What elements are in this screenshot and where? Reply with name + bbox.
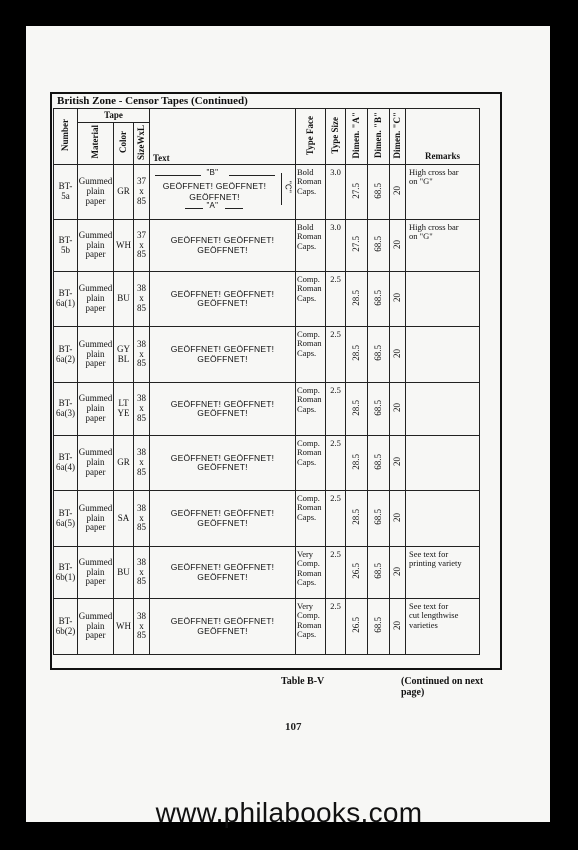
cell-color: GR bbox=[114, 436, 134, 491]
cell-type-face: Comp. Roman Caps. bbox=[296, 327, 326, 383]
dim-c-label: "C" bbox=[283, 181, 293, 194]
cell-dim-b: 68.5 bbox=[368, 272, 390, 327]
cell-number: BT- 6a(5) bbox=[54, 491, 78, 547]
tape-text-line2: GEÖFFNET! bbox=[197, 408, 248, 418]
cell-remarks bbox=[406, 272, 480, 327]
cell-remarks bbox=[406, 491, 480, 547]
tape-text-line1: GEÖFFNET! GEÖFFNET! bbox=[170, 288, 275, 299]
cell-number: BT- 6a(4) bbox=[54, 436, 78, 491]
dimension-diagram bbox=[153, 169, 293, 215]
cell-text bbox=[150, 547, 296, 599]
cell-dim-b: 68.5 bbox=[368, 599, 390, 655]
tape-text-line2: GEÖFFNET! bbox=[197, 625, 248, 636]
cell-type-face: Comp. Roman Caps. bbox=[296, 436, 326, 491]
cell-remarks bbox=[406, 383, 480, 436]
cell-text bbox=[150, 383, 296, 436]
cell-dim-a: 27.5 bbox=[346, 220, 368, 272]
cell-dim-b: 68.5 bbox=[368, 327, 390, 383]
cell-remarks: High cross bar on "G" bbox=[406, 220, 480, 272]
cell-type-size: 2.5 bbox=[326, 547, 346, 599]
caption-title: British Zone - Censor Tapes bbox=[57, 95, 189, 107]
cell-type-face: Bold Roman Caps. bbox=[296, 165, 326, 220]
cell-dim-a: 26.5 bbox=[346, 547, 368, 599]
cell-color: WH bbox=[114, 599, 134, 655]
cell-remarks: High cross bar on "G" bbox=[406, 165, 480, 220]
cell-text bbox=[150, 272, 296, 327]
header-tape: Tape bbox=[78, 109, 150, 123]
censor-tapes-table bbox=[53, 108, 480, 655]
cell-color: LT YE bbox=[114, 383, 134, 436]
cell-type-face: Comp. Roman Caps. bbox=[296, 491, 326, 547]
header-text: Text bbox=[150, 109, 296, 165]
dim-a-label: "A" bbox=[206, 201, 219, 210]
cell-number: BT- 6a(3) bbox=[54, 383, 78, 436]
tape-text-line2: GEÖFFNET! bbox=[197, 462, 248, 472]
cell-dim-b: 68.5 bbox=[368, 491, 390, 547]
table-row bbox=[54, 272, 480, 327]
cell-type-face: Comp. Roman Caps. bbox=[296, 383, 326, 436]
tape-text-line1: GEÖFFNET! GEÖFFNET! bbox=[170, 508, 275, 519]
cell-dim-a: 28.5 bbox=[346, 383, 368, 436]
cell-text bbox=[150, 436, 296, 491]
cell-material: Gummed plain paper bbox=[78, 436, 114, 491]
cell-color: SA bbox=[114, 491, 134, 547]
cell-material: Gummed plain paper bbox=[78, 220, 114, 272]
cell-dim-b: 68.5 bbox=[368, 165, 390, 220]
cell-size: 38 x 85 bbox=[134, 491, 150, 547]
cell-dim-c: 20 bbox=[390, 165, 406, 220]
table-label: Table B-V bbox=[281, 676, 325, 687]
cell-text bbox=[150, 220, 296, 272]
cell-material: Gummed plain paper bbox=[78, 165, 114, 220]
header-size: SizeWxL bbox=[134, 123, 150, 165]
tape-text-line2: GEÖFFNET! bbox=[189, 192, 240, 202]
header-dim-c: Dimen. "C" bbox=[390, 109, 406, 165]
cell-material: Gummed plain paper bbox=[78, 547, 114, 599]
table-row bbox=[54, 165, 480, 220]
cell-size: 38 x 85 bbox=[134, 547, 150, 599]
tape-text-line1: GEÖFFNET! GEÖFFNET! bbox=[170, 562, 275, 573]
table-row bbox=[54, 220, 480, 272]
cell-material: Gummed plain paper bbox=[78, 327, 114, 383]
cell-dim-b: 68.5 bbox=[368, 383, 390, 436]
cell-number: BT- 6a(1) bbox=[54, 272, 78, 327]
page-number: 107 bbox=[285, 721, 302, 733]
table-row bbox=[54, 547, 480, 599]
table-row bbox=[54, 436, 480, 491]
table-row bbox=[54, 599, 480, 655]
header-number: Number bbox=[54, 109, 78, 165]
cell-color: BU bbox=[114, 547, 134, 599]
table-footer bbox=[53, 676, 501, 698]
cell-remarks: See text for cut lengthwise varieties bbox=[406, 599, 480, 655]
tape-text-line1: GEÖFFNET! GEÖFFNET! bbox=[170, 616, 275, 627]
cell-dim-b: 68.5 bbox=[368, 547, 390, 599]
cell-number: BT- 6a(2) bbox=[54, 327, 78, 383]
cell-number: BT- 5a bbox=[54, 165, 78, 220]
cell-size: 38 x 85 bbox=[134, 383, 150, 436]
header-dim-a: Dimen. "A" bbox=[346, 109, 368, 165]
cell-color: GR bbox=[114, 165, 134, 220]
cell-dim-c: 20 bbox=[390, 599, 406, 655]
header-type-size: Type Size bbox=[326, 109, 346, 165]
cell-material: Gummed plain paper bbox=[78, 383, 114, 436]
cell-text bbox=[150, 491, 296, 547]
cell-number: BT- 5b bbox=[54, 220, 78, 272]
dim-b-label: "B" bbox=[206, 168, 219, 177]
website-watermark[interactable]: www.philabooks.com bbox=[155, 797, 423, 828]
cell-text bbox=[150, 599, 296, 655]
cell-type-face: Very Comp. Roman Caps. bbox=[296, 547, 326, 599]
cell-size: 37 x 85 bbox=[134, 220, 150, 272]
table-row bbox=[54, 327, 480, 383]
tape-text-line1: GEÖFFNET! GEÖFFNET! bbox=[170, 452, 275, 463]
cell-dim-b: 68.5 bbox=[368, 436, 390, 491]
table-row bbox=[54, 491, 480, 547]
cell-text bbox=[150, 327, 296, 383]
cell-size: 38 x 85 bbox=[134, 599, 150, 655]
cell-dim-c: 20 bbox=[390, 547, 406, 599]
tape-text-line1: GEÖFFNET! GEÖFFNET! bbox=[162, 181, 267, 191]
header-material: Material bbox=[78, 123, 114, 165]
cell-size: 38 x 85 bbox=[134, 272, 150, 327]
tape-text-line1: GEÖFFNET! GEÖFFNET! bbox=[170, 398, 275, 409]
cell-material: Gummed plain paper bbox=[78, 272, 114, 327]
cell-remarks: See text for printing variety bbox=[406, 547, 480, 599]
tape-text-line1: GEÖFFNET! GEÖFFNET! bbox=[170, 344, 275, 355]
table-row bbox=[54, 383, 480, 436]
cell-type-size: 2.5 bbox=[326, 599, 346, 655]
cell-type-size: 3.0 bbox=[326, 165, 346, 220]
cell-color: GY BL bbox=[114, 327, 134, 383]
caption-continued: (Continued) bbox=[190, 95, 248, 107]
cell-dim-c: 20 bbox=[390, 383, 406, 436]
tape-text-line2: GEÖFFNET! bbox=[197, 571, 248, 582]
cell-type-size: 2.5 bbox=[326, 383, 346, 436]
cell-material: Gummed plain paper bbox=[78, 491, 114, 547]
cell-text bbox=[150, 165, 296, 220]
cell-size: 37 x 85 bbox=[134, 165, 150, 220]
cell-type-size: 2.5 bbox=[326, 436, 346, 491]
header-remarks: Remarks bbox=[406, 109, 480, 165]
cell-number: BT- 6b(2) bbox=[54, 599, 78, 655]
cell-remarks bbox=[406, 436, 480, 491]
tape-text-line2: GEÖFFNET! bbox=[197, 298, 248, 308]
cell-dim-a: 26.5 bbox=[346, 599, 368, 655]
cell-type-size: 2.5 bbox=[326, 327, 346, 383]
tape-text-line2: GEÖFFNET! bbox=[197, 244, 248, 255]
header-type-face: Type Face bbox=[296, 109, 326, 165]
table-body bbox=[54, 165, 480, 655]
tape-text-line2: GEÖFFNET! bbox=[197, 353, 248, 364]
cell-dim-b: 68.5 bbox=[368, 220, 390, 272]
tape-text-line2: GEÖFFNET! bbox=[197, 517, 248, 528]
tape-text-line1: GEÖFFNET! GEÖFFNET! bbox=[170, 235, 275, 246]
continued-note: (Continued on next page) bbox=[401, 676, 484, 698]
cell-dim-c: 20 bbox=[390, 220, 406, 272]
cell-dim-c: 20 bbox=[390, 327, 406, 383]
cell-remarks bbox=[406, 327, 480, 383]
table-caption bbox=[57, 95, 248, 107]
cell-dim-c: 20 bbox=[390, 272, 406, 327]
cell-type-size: 2.5 bbox=[326, 272, 346, 327]
cell-dim-a: 27.5 bbox=[346, 165, 368, 220]
cell-type-size: 3.0 bbox=[326, 220, 346, 272]
cell-dim-a: 28.5 bbox=[346, 272, 368, 327]
cell-dim-a: 28.5 bbox=[346, 436, 368, 491]
cell-dim-a: 28.5 bbox=[346, 491, 368, 547]
cell-type-size: 2.5 bbox=[326, 491, 346, 547]
cell-dim-a: 28.5 bbox=[346, 327, 368, 383]
header-color: Color bbox=[114, 123, 134, 165]
cell-number: BT- 6b(1) bbox=[54, 547, 78, 599]
cell-material: Gummed plain paper bbox=[78, 599, 114, 655]
cell-size: 38 x 85 bbox=[134, 436, 150, 491]
cell-type-face: Very Comp. Roman Caps. bbox=[296, 599, 326, 655]
cell-type-face: Bold Roman Caps. bbox=[296, 220, 326, 272]
cell-dim-c: 20 bbox=[390, 491, 406, 547]
cell-dim-c: 20 bbox=[390, 436, 406, 491]
cell-size: 38 x 85 bbox=[134, 327, 150, 383]
header-dim-b: Dimen. "B" bbox=[368, 109, 390, 165]
cell-color: BU bbox=[114, 272, 134, 327]
cell-type-face: Comp. Roman Caps. bbox=[296, 272, 326, 327]
cell-color: WH bbox=[114, 220, 134, 272]
